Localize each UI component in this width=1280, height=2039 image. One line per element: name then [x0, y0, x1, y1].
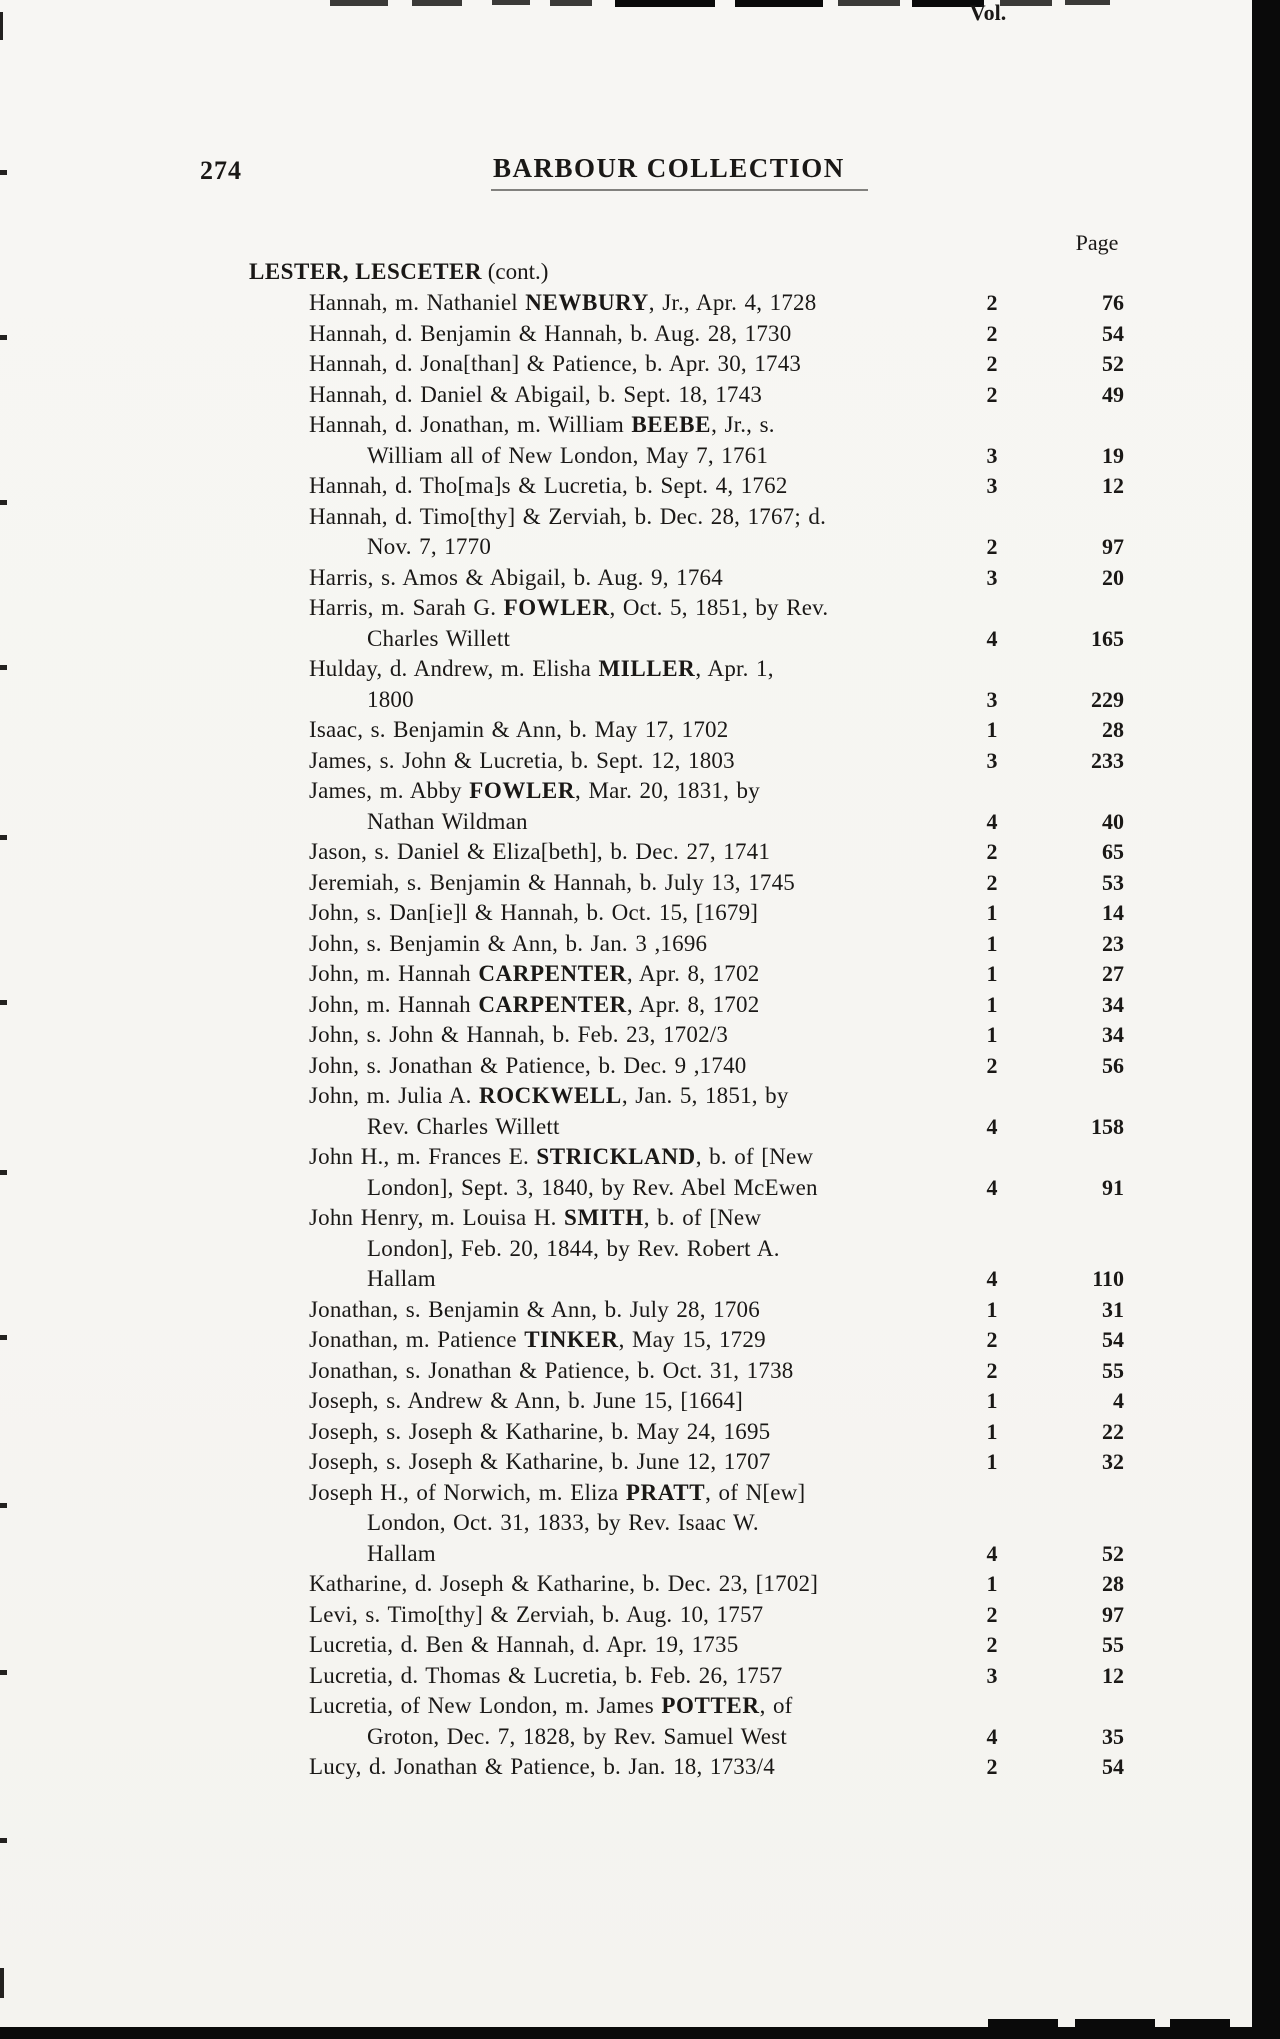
scan-artifact-left-tick — [0, 12, 3, 40]
record-row — [0, 349, 1280, 380]
record-row — [0, 715, 1280, 746]
column-header-page: Page — [1075, 230, 1119, 255]
record-text: Nathan Wildman — [367, 808, 528, 834]
record-text: Joseph, s. Joseph & Katharine, b. May 24, 1695 — [309, 1418, 771, 1444]
record-vol: 2 — [986, 290, 998, 315]
record-page: 54 — [1102, 320, 1124, 346]
record-surname: ROCKWELL — [478, 1083, 622, 1108]
record-text: Lucretia, of New London, m. James POTTER, of — [309, 1693, 793, 1718]
record-surname: MILLER — [598, 656, 696, 681]
record-row — [0, 1356, 1280, 1387]
record-text: Nov. 7, 1770 — [367, 534, 492, 559]
record-vol: 3 — [986, 1662, 998, 1688]
record-vol: 2 — [986, 534, 998, 559]
record-row — [0, 807, 1280, 838]
record-vol: 1 — [986, 1022, 998, 1047]
record-page: 52 — [1102, 351, 1124, 376]
record-vol: 4 — [986, 625, 998, 651]
record-text: Hallam — [367, 1266, 436, 1291]
record-row — [0, 1478, 1280, 1509]
record-vol: 2 — [986, 1357, 998, 1383]
record-text: London, Oct. 31, 1833, by Rev. Isaac W. — [367, 1510, 759, 1535]
record-text: London], Feb. 20, 1844, by Rev. Robert A. — [367, 1235, 780, 1261]
record-vol: 1 — [986, 1571, 998, 1596]
record-row — [0, 471, 1280, 502]
record-text: John, m. Julia A. ROCKWELL, Jan. 5, 1851, by — [309, 1083, 789, 1108]
record-row — [0, 563, 1280, 594]
record-page: 65 — [1102, 839, 1124, 864]
record-vol: 2 — [986, 1601, 998, 1627]
record-row — [0, 868, 1280, 899]
record-row — [0, 1386, 1280, 1417]
record-row — [0, 1569, 1280, 1600]
record-row — [0, 959, 1280, 990]
record-surname: STRICKLAND — [536, 1144, 696, 1169]
record-row — [0, 1539, 1280, 1570]
scan-artifact-left-tick — [0, 1838, 7, 1843]
record-text: Joseph, s. Andrew & Ann, b. June 15, [1664] — [309, 1388, 743, 1413]
record-page: 31 — [1102, 1296, 1124, 1322]
record-row — [0, 1508, 1280, 1539]
record-text: Jonathan, m. Patience TINKER, May 15, 1729 — [309, 1327, 766, 1352]
record-surname: BEEBE — [631, 412, 712, 437]
scan-artifact-top-dash — [412, 0, 462, 6]
record-page: 32 — [1102, 1449, 1124, 1474]
record-vol: 3 — [986, 564, 998, 590]
scan-artifact-top-dash — [735, 0, 823, 7]
record-row — [0, 319, 1280, 350]
record-vol: 4 — [986, 808, 998, 834]
record-text: John, s. Dan[ie]l & Hannah, b. Oct. 15, [1679] — [309, 900, 759, 925]
scan-artifact-bottom-bar — [0, 2027, 1280, 2039]
record-row — [0, 685, 1280, 716]
record-row — [0, 1752, 1280, 1783]
record-text: Levi, s. Timo[thy] & Zerviah, b. Aug. 10, 1757 — [309, 1601, 764, 1627]
record-vol: 2 — [986, 1327, 998, 1352]
record-row — [0, 1447, 1280, 1478]
record-vol: 2 — [986, 1754, 998, 1779]
record-page: 110 — [1092, 1266, 1124, 1291]
section-surname: LESTER, LESCETER — [249, 259, 482, 284]
scan-artifact-top-dash — [838, 0, 900, 6]
record-row — [0, 1630, 1280, 1661]
record-page: 14 — [1102, 900, 1124, 925]
record-page: 35 — [1102, 1723, 1124, 1749]
record-row — [0, 593, 1280, 624]
title-underline — [491, 189, 868, 191]
record-vol: 3 — [986, 686, 998, 712]
record-text: Hulday, d. Andrew, m. Elisha MILLER, Apr. 1, — [309, 656, 774, 681]
record-row — [0, 410, 1280, 441]
page-number: 274 — [200, 156, 242, 185]
record-text: John, s. John & Hannah, b. Feb. 23, 1702/3 — [309, 1022, 729, 1047]
record-surname: TINKER — [524, 1327, 619, 1352]
record-vol: 1 — [986, 900, 998, 925]
record-vol: 1 — [986, 717, 998, 742]
record-page: 12 — [1102, 1662, 1124, 1688]
record-text: Hannah, d. Daniel & Abigail, b. Sept. 18, 1743 — [309, 381, 763, 407]
record-row — [0, 532, 1280, 563]
record-row — [0, 776, 1280, 807]
record-text: John, s. Benjamin & Ann, b. Jan. 3 ,1696 — [309, 930, 708, 956]
record-vol: 1 — [986, 961, 998, 986]
record-page: 158 — [1091, 1113, 1124, 1139]
record-page: 19 — [1102, 442, 1124, 468]
record-vol: 1 — [986, 1388, 998, 1413]
scan-artifact-top-dash — [330, 0, 388, 6]
record-page: 27 — [1102, 961, 1124, 986]
record-text: Lucretia, d. Ben & Hannah, d. Apr. 19, 1735 — [309, 1632, 739, 1657]
record-page: 229 — [1091, 686, 1124, 712]
record-page: 52 — [1102, 1540, 1124, 1566]
record-page: 20 — [1102, 564, 1124, 590]
record-text: John, s. Jonathan & Patience, b. Dec. 9 ,1740 — [309, 1052, 747, 1078]
record-text: Lucretia, d. Thomas & Lucretia, b. Feb. 26, 1757 — [309, 1662, 783, 1688]
record-text: Hannah, d. Benjamin & Hannah, b. Aug. 28, 1730 — [309, 320, 792, 346]
record-text: Jason, s. Daniel & Eliza[beth], b. Dec. 27, 1741 — [309, 839, 771, 864]
record-vol: 1 — [986, 930, 998, 956]
record-surname: PRATT — [625, 1479, 706, 1505]
record-text: Jonathan, s. Benjamin & Ann, b. July 28, 1706 — [309, 1296, 760, 1322]
section-heading — [0, 257, 1280, 288]
record-row — [0, 1295, 1280, 1326]
record-row — [0, 1173, 1280, 1204]
record-vol: 2 — [986, 1052, 998, 1078]
record-row — [0, 1691, 1280, 1722]
record-page: 56 — [1102, 1052, 1124, 1078]
record-page: 55 — [1102, 1357, 1124, 1383]
record-vol: 2 — [986, 869, 998, 895]
record-row — [0, 1051, 1280, 1082]
record-page: 34 — [1102, 991, 1124, 1017]
record-text: John, m. Hannah CARPENTER, Apr. 8, 1702 — [309, 991, 760, 1017]
record-row — [0, 1112, 1280, 1143]
record-text: Harris, m. Sarah G. FOWLER, Oct. 5, 1851, by Rev. — [309, 595, 829, 620]
record-text: Hannah, d. Jonathan, m. William BEEBE, Jr., s. — [309, 412, 775, 437]
record-row — [0, 1417, 1280, 1448]
record-text: Hannah, d. Tho[ma]s & Lucretia, b. Sept. 4, 1762 — [309, 473, 788, 498]
section-continuation-label: (cont.) — [487, 259, 549, 284]
record-text: Hannah, d. Timo[thy] & Zerviah, b. Dec. 28, 1767; d. — [309, 503, 827, 529]
record-page: 22 — [1102, 1418, 1124, 1444]
record-page: 54 — [1102, 1327, 1124, 1352]
record-page: 28 — [1102, 717, 1124, 742]
record-vol: 4 — [986, 1113, 998, 1139]
record-text: Rev. Charles Willett — [367, 1113, 560, 1139]
record-row — [0, 1722, 1280, 1753]
record-text: Charles Willett — [367, 625, 511, 651]
record-vol: 4 — [986, 1540, 998, 1566]
record-row — [0, 654, 1280, 685]
record-text: Joseph H., of Norwich, m. Eliza PRATT, of N[ew] — [309, 1479, 806, 1505]
record-page: 28 — [1102, 1571, 1124, 1596]
record-text: Isaac, s. Benjamin & Ann, b. May 17, 1702 — [309, 717, 729, 742]
record-surname: SMITH — [564, 1205, 644, 1230]
record-text: Lucy, d. Jonathan & Patience, b. Jan. 18, 1733/4 — [309, 1754, 775, 1779]
record-page: 12 — [1102, 473, 1124, 498]
record-page: 49 — [1102, 381, 1124, 407]
record-text: London], Sept. 3, 1840, by Rev. Abel McEwen — [367, 1174, 818, 1200]
record-row — [0, 1264, 1280, 1295]
record-page: 165 — [1091, 625, 1124, 651]
record-page: 53 — [1102, 869, 1124, 895]
record-row — [0, 380, 1280, 411]
record-surname: CARPENTER — [478, 991, 627, 1017]
record-vol: 1 — [986, 991, 998, 1017]
record-row — [0, 1203, 1280, 1234]
scan-artifact-top-dash — [615, 0, 715, 7]
record-vol: 2 — [986, 351, 998, 376]
record-row — [0, 1234, 1280, 1265]
record-row — [0, 1142, 1280, 1173]
record-page: 91 — [1102, 1174, 1124, 1200]
record-row — [0, 990, 1280, 1021]
records-section — [0, 257, 1280, 1783]
record-text: Hannah, m. Nathaniel NEWBURY, Jr., Apr. 4, 1728 — [309, 290, 817, 315]
record-row — [0, 837, 1280, 868]
record-vol: 2 — [986, 1632, 998, 1657]
record-surname: CARPENTER — [478, 961, 627, 986]
record-row — [0, 898, 1280, 929]
record-text: William all of New London, May 7, 1761 — [367, 442, 769, 468]
record-row — [0, 1325, 1280, 1356]
record-row — [0, 624, 1280, 655]
record-page: 23 — [1102, 930, 1124, 956]
record-vol: 1 — [986, 1449, 998, 1474]
record-row — [0, 1020, 1280, 1051]
record-page: 55 — [1102, 1632, 1124, 1657]
record-surname: FOWLER — [503, 595, 610, 620]
scan-artifact-top-dash — [492, 0, 530, 5]
record-vol: 4 — [986, 1174, 998, 1200]
record-vol: 4 — [986, 1723, 998, 1749]
record-vol: 2 — [986, 320, 998, 346]
record-text: John, m. Hannah CARPENTER, Apr. 8, 1702 — [309, 961, 760, 986]
record-text: Jonathan, s. Jonathan & Patience, b. Oct. 31, 1738 — [309, 1357, 794, 1383]
record-vol: 3 — [986, 442, 998, 468]
record-page: 40 — [1102, 808, 1124, 834]
records-list — [0, 288, 1280, 1783]
record-row — [0, 929, 1280, 960]
record-vol: 3 — [986, 747, 998, 773]
record-text: Katharine, d. Joseph & Katharine, b. Dec. 23, [1702] — [309, 1571, 819, 1596]
record-page: 233 — [1091, 747, 1124, 773]
record-row — [0, 502, 1280, 533]
record-text: Hallam — [367, 1540, 436, 1566]
record-surname: NEWBURY — [525, 290, 649, 315]
scan-artifact-left-tick — [0, 1968, 4, 1998]
page-title: BARBOUR COLLECTION — [493, 153, 845, 183]
record-row — [0, 1600, 1280, 1631]
record-page: 4 — [1113, 1388, 1124, 1413]
record-vol: 2 — [986, 839, 998, 864]
record-row — [0, 746, 1280, 777]
record-text: Harris, s. Amos & Abigail, b. Aug. 9, 1764 — [309, 564, 723, 590]
record-surname: POTTER — [661, 1693, 760, 1718]
scan-artifact-top-dash — [550, 0, 592, 6]
record-vol: 1 — [986, 1418, 998, 1444]
record-surname: FOWLER — [469, 778, 576, 803]
record-row — [0, 288, 1280, 319]
record-page: 34 — [1102, 1022, 1124, 1047]
record-row — [0, 1661, 1280, 1692]
record-vol: 3 — [986, 473, 998, 498]
record-text: Groton, Dec. 7, 1828, by Rev. Samuel West — [367, 1723, 787, 1749]
scan-artifact-top-dash — [1065, 0, 1110, 5]
record-row — [0, 1081, 1280, 1112]
record-page: 97 — [1102, 1601, 1124, 1627]
record-text: 1800 — [367, 686, 414, 712]
record-text: John Henry, m. Louisa H. SMITH, b. of [New — [309, 1205, 762, 1230]
column-header-vol: Vol. — [969, 0, 1007, 25]
record-vol: 2 — [986, 381, 998, 407]
record-text: Joseph, s. Joseph & Katharine, b. June 12, 1707 — [309, 1449, 771, 1474]
record-text: Jeremiah, s. Benjamin & Hannah, b. July 13, 1745 — [309, 869, 796, 895]
record-text: James, s. John & Lucretia, b. Sept. 12, 1803 — [309, 747, 735, 773]
scan-artifact-left-tick — [0, 170, 7, 175]
record-vol: 4 — [986, 1266, 998, 1291]
record-text: Hannah, d. Jona[than] & Patience, b. Apr. 30, 1743 — [309, 351, 802, 376]
record-page: 54 — [1102, 1754, 1124, 1779]
record-vol: 1 — [986, 1296, 998, 1322]
record-text: John H., m. Frances E. STRICKLAND, b. of [New — [309, 1144, 814, 1169]
record-page: 76 — [1102, 290, 1124, 315]
record-row — [0, 441, 1280, 472]
record-page: 97 — [1102, 534, 1124, 559]
record-text: James, m. Abby FOWLER, Mar. 20, 1831, by — [309, 778, 760, 803]
